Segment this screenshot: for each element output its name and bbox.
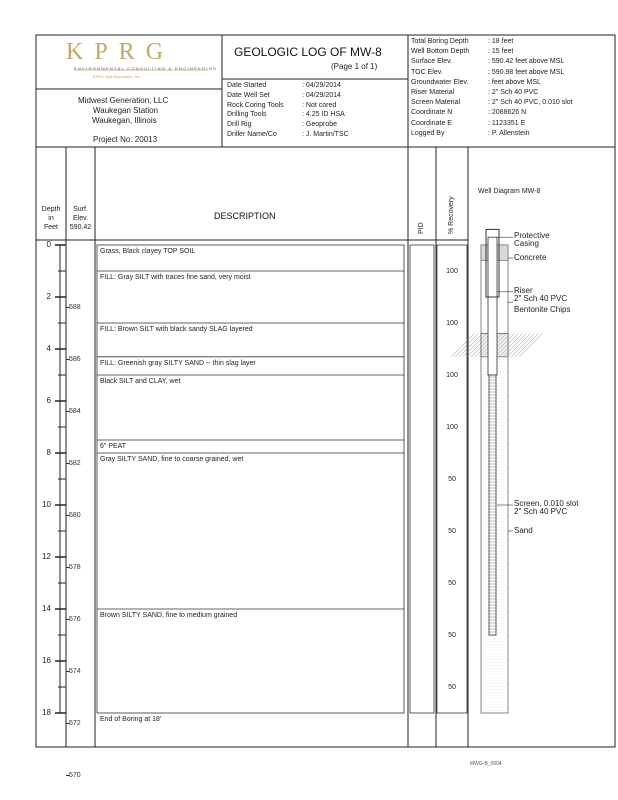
well-info-label: Screen Material — [411, 99, 461, 107]
recovery-value: 100 — [446, 320, 458, 327]
well-info-value: : 18 feet — [488, 38, 514, 45]
elevation-tick-label: 578 — [69, 564, 81, 572]
drilling-info-label: Date Well Set — [227, 91, 270, 99]
elevation-tick-label: 586 — [69, 356, 81, 364]
riser-label: Riser — [514, 285, 533, 295]
depth-tick-label: 12 — [42, 552, 51, 561]
drilling-info-label: Drilling Tools — [227, 111, 267, 119]
description-column-header: DESCRIPTION — [214, 211, 276, 221]
page-indicator: (Page 1 of 1) — [331, 62, 378, 71]
depth-column-header: Depth in Feet — [41, 206, 61, 231]
elevation-tick-label: 584 — [69, 408, 81, 416]
project-number: Project No. 20013 — [93, 135, 158, 144]
lithology-description: FILL: Brown SILT with black sandy SLAG layered — [100, 326, 253, 333]
drilling-info-label: Drill Rig — [227, 121, 252, 129]
casing-label: Protective — [514, 231, 550, 241]
screen-label: 2" Sch 40 PVC — [514, 507, 568, 516]
elevation-tick-label: 580 — [69, 512, 81, 520]
elevation-tick-label: 570 — [69, 772, 81, 780]
well-info-value: : 2088626 N — [488, 109, 527, 117]
sand-label: Sand — [514, 526, 533, 535]
lithology-description: Gray SILTY SAND, fine to coarse grained, wet — [100, 456, 244, 463]
well-info-value: : 2" Sch 40 PVC, 0.010 slot — [488, 99, 573, 107]
log-title: GEOLOGIC LOG OF MW-8 — [234, 45, 382, 59]
depth-tick-label: 0 — [46, 240, 51, 249]
well-info-value: : 15 feet — [488, 48, 514, 56]
elevation-tick-label: 572 — [69, 720, 81, 728]
lithology-description: Grass, Black clayey TOP SOIL — [100, 248, 196, 255]
recovery-value: 100 — [446, 424, 458, 431]
well-info-label: Coordinate E — [411, 119, 452, 127]
footer-code: MWG-B_0004 — [470, 761, 502, 767]
well-info-value: : 1123351 E — [488, 119, 526, 127]
depth-tick-label: 6 — [46, 396, 51, 405]
well-info-value: : 590.42 feet above MSL — [488, 58, 565, 66]
recovery-value: 50 — [448, 476, 456, 483]
depth-tick-label: 4 — [46, 344, 51, 353]
lithology-description: FILL: Gray SILT with traces fine sand, very moist — [100, 274, 251, 281]
well-info-value: : 2" Sch 40 PVC — [488, 89, 539, 96]
elevation-tick-label: 588 — [69, 304, 81, 312]
drilling-info-value: : Geoprobe — [302, 121, 338, 129]
elevation-tick-label: 576 — [69, 616, 81, 624]
riser-label: 2" Sch 40 PVC — [514, 293, 568, 303]
well-info-value: : P. Allenstein — [488, 129, 530, 137]
bentonite-label: Bentonite Chips — [514, 305, 571, 315]
pid-column-header: PID — [418, 222, 425, 234]
well-info-value: : 590.98 feet above MSL — [488, 68, 565, 76]
lithology-description: Black SILT and CLAY, wet — [100, 378, 181, 385]
depth-tick-label: 16 — [42, 656, 51, 665]
drilling-info-value: : 4.25 ID HSA — [302, 111, 345, 119]
drilling-info-value: : 04/29/2014 — [302, 82, 341, 89]
well-info-label: Well Bottom Depth — [411, 48, 470, 56]
depth-tick-label: 10 — [42, 500, 51, 509]
recovery-value: 100 — [446, 372, 458, 379]
drilling-info-value: : Not cored — [302, 101, 337, 109]
drilling-info-label: Rock Coring Tools — [227, 101, 284, 109]
well-info-label: Logged By — [411, 129, 445, 137]
well-info-value: : feet above MSL — [488, 78, 541, 86]
well-info-label: Surface Elev. — [411, 58, 453, 66]
drilling-info-value: : J. Martin/TSC — [302, 131, 349, 138]
depth-tick-label: 2 — [46, 292, 51, 301]
well-info-label: Total Boring Depth — [411, 38, 469, 45]
lithology-description: 6" PEAT — [100, 443, 127, 450]
elevation-tick-label: 574 — [69, 668, 81, 676]
logo-tagline: ENVIRONMENTAL CONSULTING & ENGINEERING — [74, 66, 218, 71]
lithology-description: FILL: Greenish gray SILTY SAND -- thin slag layer — [100, 359, 256, 367]
recovery-value: 50 — [448, 684, 456, 691]
recovery-column-header: % Recovery — [448, 196, 455, 234]
well-diagram-title: Well Diagram MW-8 — [478, 188, 541, 195]
lithology-description: Brown SILTY SAND, fine to medium grained — [100, 612, 238, 619]
depth-tick-label: 14 — [42, 604, 51, 613]
screen-label: Screen, 0.010 slot — [514, 499, 579, 508]
well-info-label: Coordinate N — [411, 109, 453, 117]
client-name: Midwest Generation, LLC — [78, 96, 169, 105]
recovery-value: 50 — [448, 580, 456, 587]
elevation-column-header: Surf. Elev. 590.42 — [69, 206, 92, 231]
drilling-info-label: Driller Name/Co — [227, 131, 277, 138]
drilling-info-value: : 04/29/2014 — [302, 91, 341, 99]
company-logo: KPRG — [66, 39, 175, 65]
recovery-value: 100 — [446, 268, 458, 275]
elevation-tick-label: 582 — [69, 460, 81, 468]
recovery-value: 50 — [448, 528, 456, 535]
client-city: Waukegan, Illinois — [92, 116, 157, 125]
logo-company-name: KPRG and Associates, Inc. — [93, 74, 142, 79]
depth-tick-label: 18 — [42, 708, 51, 717]
recovery-value: 50 — [448, 632, 456, 639]
well-info-label: Riser Material — [411, 89, 455, 96]
casing-label: Casing — [514, 239, 539, 249]
well-info-label: TOC Elev. — [411, 68, 443, 76]
drilling-info-label: Date Started — [227, 82, 267, 89]
concrete-label: Concrete — [514, 253, 547, 262]
lithology-description: End of Boring at 18' — [100, 716, 162, 723]
well-info-label: Groundwater Elev. — [411, 78, 469, 86]
client-site: Waukegan Station — [93, 106, 159, 115]
depth-tick-label: 8 — [46, 448, 51, 457]
